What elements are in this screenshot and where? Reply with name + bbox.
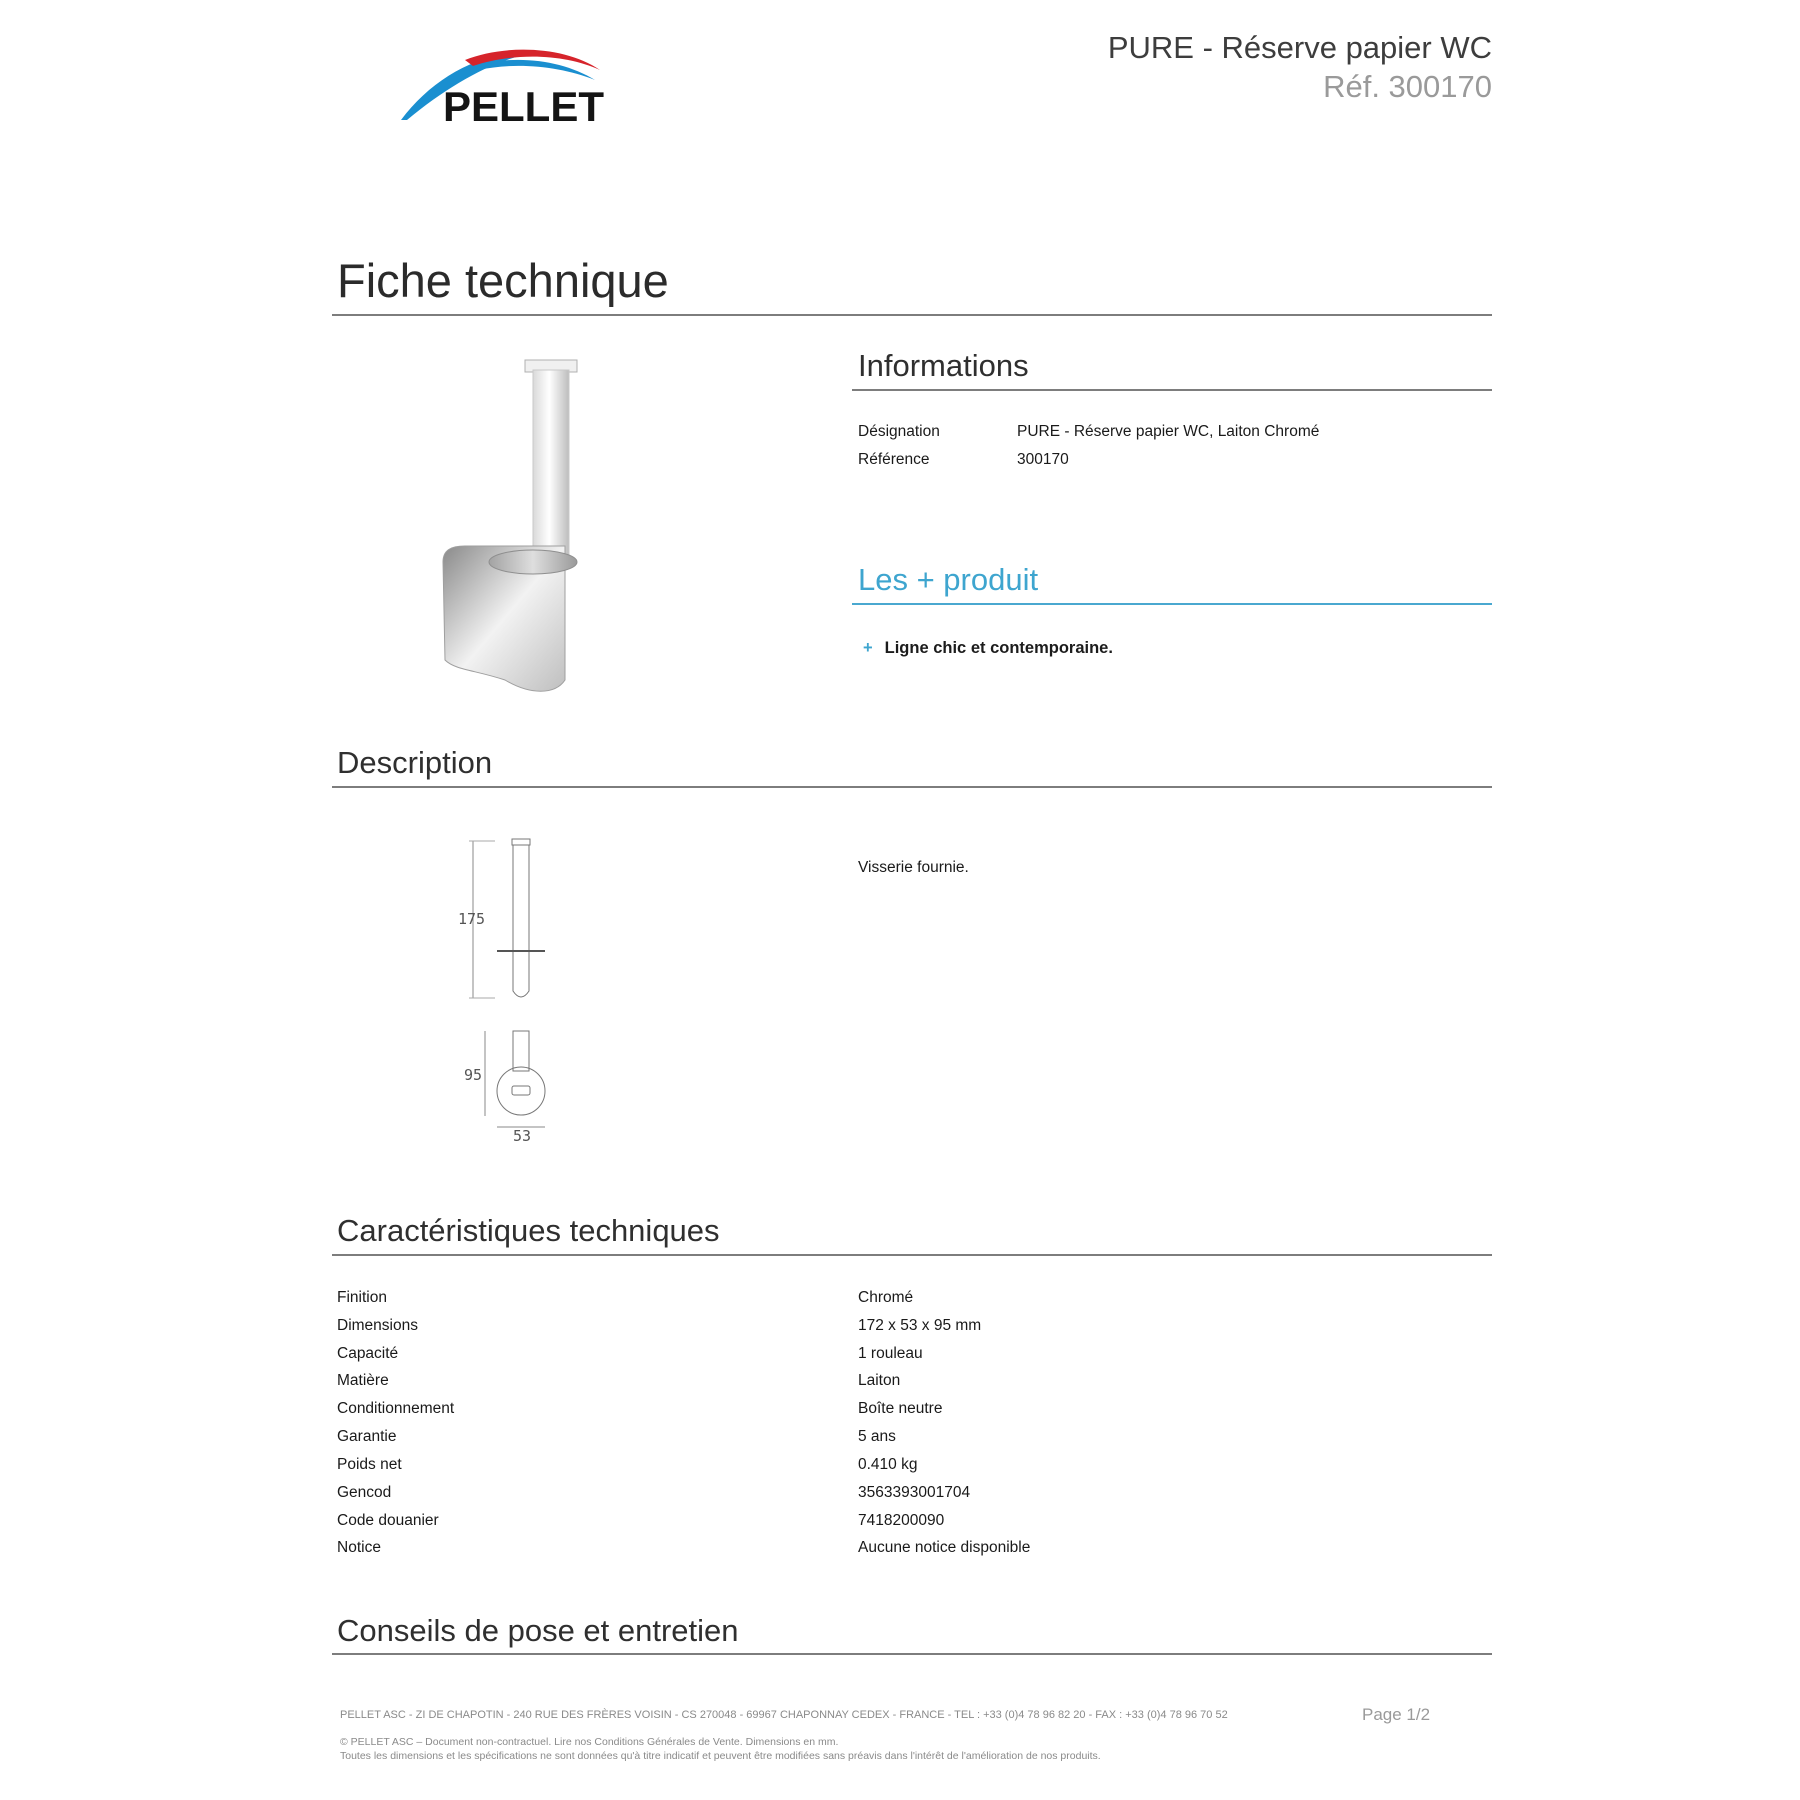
conseils-divider — [332, 1653, 1492, 1655]
logo-wordmark: PELLET — [443, 83, 605, 130]
product-photo — [355, 350, 707, 700]
footer-address: PELLET ASC - ZI DE CHAPOTIN - 240 RUE DES FRÈRES VOISIN - CS 270048 - 69967 CHAPONNAY CEDEX - FRANCE - TEL : +33 (0)4 78 96 82 20 - FAX : +33 (0)4 78 96 70 52 — [340, 1709, 1228, 1721]
width-dimension-label: 53 — [513, 1127, 532, 1143]
plus-produit-item — [863, 639, 1113, 658]
tech-value: Laiton — [858, 1372, 901, 1389]
tech-value: Aucune notice disponible — [858, 1539, 1031, 1556]
product-title: PURE - Réserve papier WC — [1107, 30, 1492, 65]
description-heading: Description — [337, 745, 493, 780]
page-title: Fiche technique — [337, 254, 669, 307]
tech-label: Finition — [337, 1289, 387, 1306]
page-number: Page 1/2 — [1362, 1705, 1431, 1724]
tech-value: 0.410 kg — [858, 1456, 918, 1473]
tech-label: Conditionnement — [337, 1400, 455, 1417]
informations-heading: Informations — [858, 348, 1029, 383]
info-value-designation: PURE - Réserve papier WC, Laiton Chromé — [1017, 423, 1320, 440]
plus-icon: + — [863, 639, 873, 657]
caracteristiques-heading: Caractéristiques techniques — [337, 1213, 720, 1248]
caracteristiques-divider — [332, 1254, 1492, 1256]
info-value-reference: 300170 — [1017, 451, 1069, 468]
informations-divider — [852, 389, 1492, 391]
tech-label: Gencod — [337, 1484, 392, 1501]
tech-label: Poids net — [337, 1456, 402, 1473]
title-divider — [332, 314, 1492, 316]
tech-value: 1 rouleau — [858, 1345, 923, 1362]
plus-produit-divider — [852, 603, 1492, 605]
info-label-designation: Désignation — [858, 423, 940, 440]
product-reference: Réf. 300170 — [1323, 69, 1492, 104]
depth-dimension-label: 95 — [464, 1066, 483, 1084]
description-text: Visserie fournie. — [858, 859, 969, 876]
tech-label: Garantie — [337, 1428, 397, 1445]
tech-value: 3563393001704 — [858, 1484, 971, 1501]
tech-value: Boîte neutre — [858, 1400, 943, 1417]
technical-drawing — [455, 833, 565, 1143]
tech-label: Matière — [337, 1372, 389, 1389]
conseils-heading: Conseils de pose et entretien — [337, 1613, 739, 1648]
tech-value: 172 x 53 x 95 mm — [858, 1317, 982, 1334]
tech-label: Dimensions — [337, 1317, 418, 1334]
plus-produit-item-text: Ligne chic et contemporaine. — [884, 639, 1113, 657]
height-dimension-label: 175 — [458, 910, 486, 928]
tech-value: 5 ans — [858, 1428, 896, 1445]
tech-label: Notice — [337, 1539, 381, 1556]
footer-copyright: © PELLET ASC – Document non-contractuel. Lire nos Conditions Générales de Vente. Dimensions en mm. — [340, 1736, 839, 1748]
plus-produit-heading: Les + produit — [858, 562, 1039, 597]
tech-value: 7418200090 — [858, 1512, 945, 1529]
pellet-logo — [395, 40, 635, 130]
info-label-reference: Référence — [858, 451, 930, 468]
tech-value: Chromé — [858, 1289, 914, 1306]
description-divider — [332, 786, 1492, 788]
tech-label: Capacité — [337, 1345, 399, 1362]
tech-label: Code douanier — [337, 1512, 439, 1529]
footer-disclaimer: Toutes les dimensions et les spécifications ne sont données qu'à titre indicatif et peuvent être modifiées sans préavis dans l'intérêt de l'amélioration de nos produits. — [340, 1750, 1101, 1762]
